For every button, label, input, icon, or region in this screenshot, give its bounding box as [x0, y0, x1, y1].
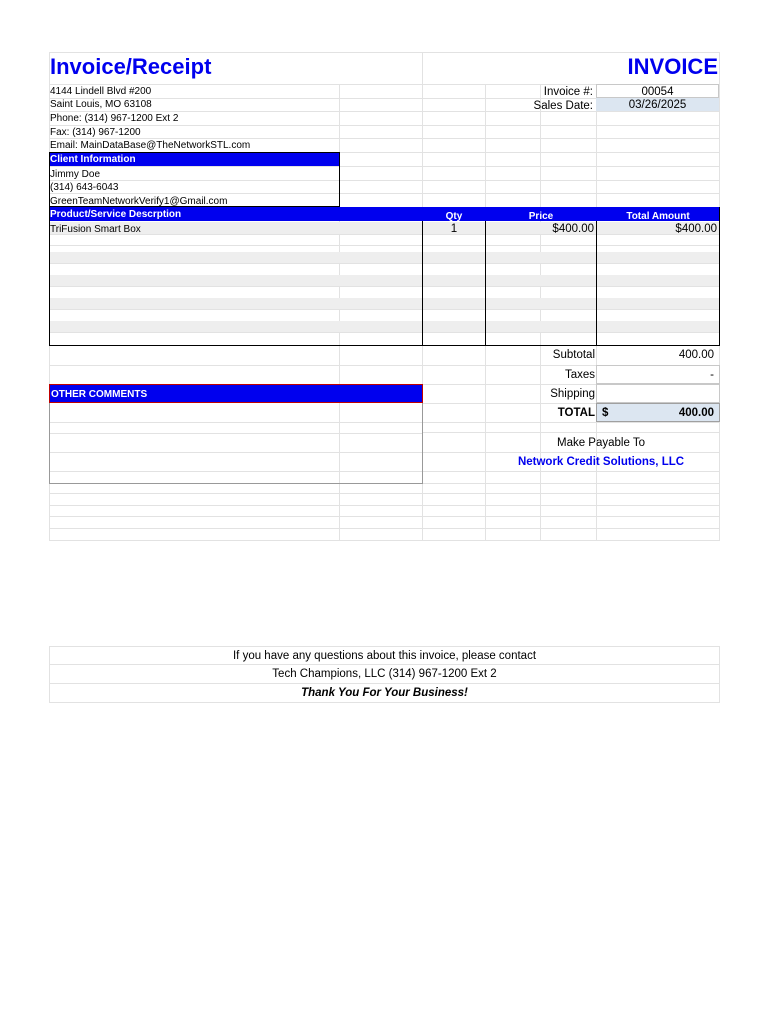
company-phone: Phone: (314) 967-1200 Ext 2 [50, 113, 179, 124]
taxes-label: Taxes [564, 369, 595, 381]
item-total: $400.00 [675, 223, 717, 235]
sales-date-value: 03/26/2025 [628, 99, 687, 111]
client-info-heading: Client Information [50, 154, 136, 165]
invoice-doc-label: INVOICE [627, 54, 718, 79]
col-header-price: Price [528, 211, 554, 222]
row-shade [50, 321, 719, 332]
subtotal-value: 400.00 [678, 349, 714, 361]
company-address-line1: 4144 Lindell Blvd #200 [50, 86, 152, 97]
row-shade [50, 275, 719, 286]
col-header-description: Product/Service Descrption [50, 209, 182, 220]
client-email: GreenTeamNetworkVerify1@Gmail.com [50, 196, 228, 207]
row-shade [50, 252, 719, 263]
row-shade [50, 222, 719, 234]
item-qty: 1 [450, 223, 458, 235]
company-email: Email: MainDataBase@TheNetworkSTL.com [50, 140, 251, 151]
col-header-total: Total Amount [626, 211, 690, 222]
client-name: Jimmy Doe [50, 169, 101, 180]
sales-date-label: Sales Date: [533, 100, 593, 112]
payable-label: Make Payable To [556, 437, 645, 449]
company-fax: Fax: (314) 967-1200 [50, 127, 141, 138]
footer-contact-line: If you have any questions about this invoice, please contact [232, 650, 537, 662]
taxes-cell[interactable] [596, 365, 720, 384]
shipping-cell[interactable] [596, 384, 720, 403]
comments-heading: OTHER COMMENTS [51, 389, 148, 400]
invoice-title: Invoice/Receipt [50, 54, 212, 79]
client-phone: (314) 643-6043 [50, 182, 119, 193]
col-header-qty: Qty [445, 211, 463, 222]
invoice-number-value: 00054 [641, 86, 674, 98]
company-address-line2: Saint Louis, MO 63108 [50, 99, 152, 110]
footer-thanks: Thank You For Your Business! [301, 687, 468, 699]
total-currency: $ [602, 407, 609, 419]
shipping-label: Shipping [550, 388, 595, 400]
footer-company-line: Tech Champions, LLC (314) 967-1200 Ext 2 [272, 668, 497, 680]
subtotal-label: Subtotal [552, 349, 595, 361]
invoice-number-label: Invoice #: [543, 86, 593, 98]
total-label: TOTAL [557, 407, 595, 419]
taxes-value: - [710, 369, 714, 381]
total-value: 400.00 [678, 407, 714, 419]
item-price: $400.00 [552, 223, 594, 235]
row-shade [50, 298, 719, 309]
payable-name: Network Credit Solutions, LLC [517, 456, 685, 468]
item-description: TriFusion Smart Box [50, 224, 141, 235]
